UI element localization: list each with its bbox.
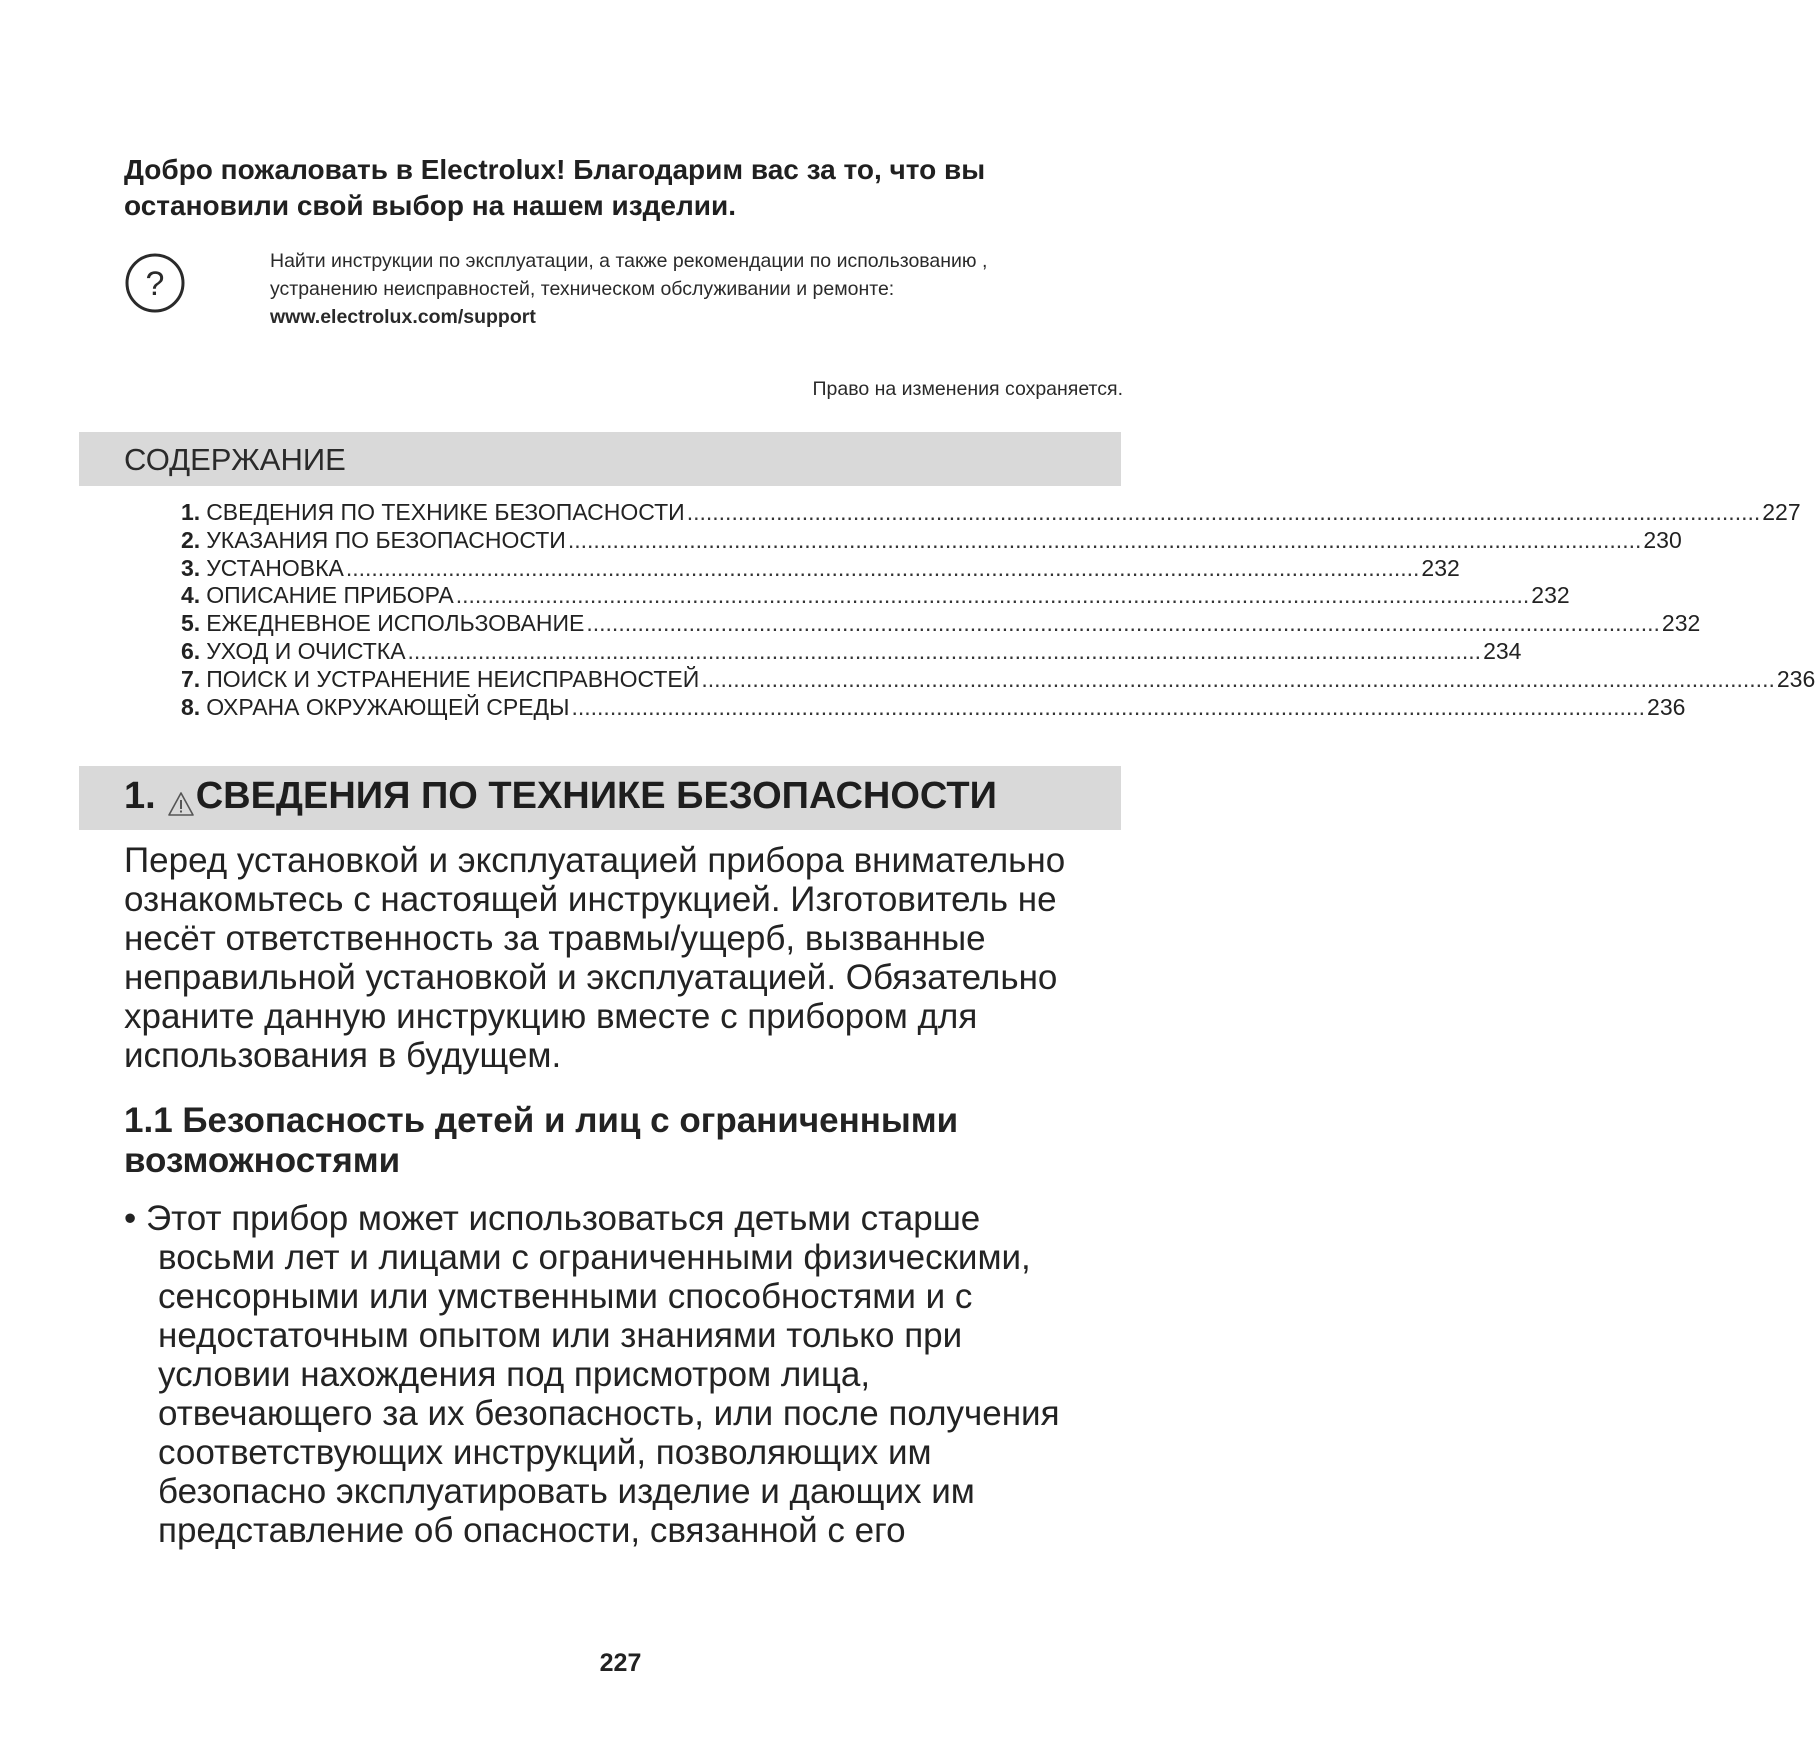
toc-leader-dots: ........................................................................................................................................................................ bbox=[586, 610, 1660, 637]
subsection-heading-line-2: возможностями bbox=[124, 1141, 401, 1180]
toc-leader-dots: ........................................................................................................................................................................ bbox=[455, 582, 1530, 609]
warning-triangle-icon bbox=[168, 784, 194, 810]
toc-item[interactable] bbox=[181, 526, 1682, 555]
bullet-line: представление об опасности, связанной с его bbox=[158, 1511, 906, 1550]
section-title-text: СВЕДЕНИЯ ПО ТЕХНИКЕ БЕЗОПАСНОСТИ bbox=[195, 775, 997, 817]
section-header-band bbox=[79, 766, 1121, 830]
intro-line: неправильной установкой и эксплуатацией. Обязательно bbox=[124, 958, 1058, 997]
toc-leader-dots: ........................................................................................................................................................................ bbox=[686, 499, 1761, 525]
toc-item-number: 1. bbox=[181, 499, 201, 525]
bullet-line: сенсорными или умственными способностями и с bbox=[158, 1277, 973, 1316]
toc-item-title: УСТАНОВКА bbox=[206, 554, 344, 581]
toc-item-page: 230 bbox=[1643, 526, 1682, 553]
toc-item-number: 7. bbox=[181, 665, 201, 692]
intro-line: Перед установкой и эксплуатацией прибора внимательно bbox=[124, 841, 1066, 880]
toc-leader-dots: ........................................................................................................................................................................ bbox=[407, 637, 1482, 664]
support-line-2: устранению неисправностей, техническом обслуживании и ремонте: bbox=[270, 278, 895, 300]
toc-item-title: ПОИСК И УСТРАНЕНИЕ НЕИСПРАВНОСТЕЙ bbox=[206, 665, 700, 692]
toc-item-title: ЕЖЕДНЕВНОЕ ИСПОЛЬЗОВАНИЕ bbox=[206, 610, 585, 637]
toc-item[interactable] bbox=[181, 610, 1701, 638]
toc-item-number: 6. bbox=[181, 637, 201, 664]
svg-text:?: ? bbox=[145, 265, 165, 303]
page-number: 227 bbox=[599, 1649, 642, 1677]
toc-item-number: 4. bbox=[181, 582, 201, 609]
section-number: 1. bbox=[124, 775, 156, 817]
section-title bbox=[124, 775, 997, 818]
bullet-line: восьми лет и лицами с ограниченными физическими, bbox=[158, 1238, 1031, 1277]
toc-leader-dots: ........................................................................................................................................................................ bbox=[345, 554, 1420, 581]
intro-line: несёт ответственность за травмы/ущерб, вызванные bbox=[124, 919, 986, 958]
bullet-line: отвечающего за их безопасность, или после получения bbox=[158, 1394, 1060, 1433]
subsection-heading-line-1: 1.1 Безопасность детей и лиц с ограниченными bbox=[124, 1101, 959, 1140]
bullet-line: • Этот прибор может использоваться детьми старше bbox=[124, 1199, 981, 1238]
toc-item-number: 3. bbox=[181, 554, 201, 581]
question-circle-icon bbox=[124, 252, 186, 314]
bullet-line: безопасно эксплуатировать изделие и дающих им bbox=[158, 1472, 975, 1511]
toc-leader-dots: ........................................................................................................................................................................ bbox=[571, 693, 1646, 720]
subsection-heading bbox=[124, 1101, 1134, 1181]
toc-item[interactable] bbox=[181, 665, 1815, 694]
toc-item-page: 234 bbox=[1483, 637, 1522, 664]
toc-leader-dots: ........................................................................................................................................................................ bbox=[567, 526, 1642, 553]
bullet-line: условии нахождения под присмотром лица, bbox=[158, 1355, 871, 1394]
toc-item[interactable] bbox=[181, 582, 1570, 610]
welcome-line-2: остановили свой выбор на нашем изделии. bbox=[124, 190, 736, 221]
toc-item-title: ОХРАНА ОКРУЖАЮЩЕЙ СРЕДЫ bbox=[206, 693, 570, 720]
toc-item[interactable] bbox=[181, 499, 1801, 527]
toc-item[interactable] bbox=[181, 637, 1522, 666]
support-url-link[interactable]: www.electrolux.com/support bbox=[270, 306, 536, 328]
toc-item-number: 8. bbox=[181, 693, 201, 720]
bullet-line: недостаточным опытом или знаниями только при bbox=[158, 1316, 963, 1355]
toc-item-title: ОПИСАНИЕ ПРИБОРА bbox=[206, 582, 454, 609]
intro-line: храните данную инструкцию вместе с прибором для bbox=[124, 997, 978, 1036]
support-info bbox=[270, 247, 1130, 331]
toc-item-page: 232 bbox=[1421, 554, 1460, 581]
toc-item-page: 236 bbox=[1647, 693, 1686, 720]
bullet-item bbox=[124, 1199, 1134, 1550]
toc-item-title: УХОД И ОЧИСТКА bbox=[206, 637, 406, 664]
intro-line: ознакомьтесь с настоящей инструкцией. Изготовитель не bbox=[124, 880, 1057, 919]
section-intro-paragraph bbox=[124, 841, 1134, 1075]
bullet-line: соответствующих инструкций, позволяющих им bbox=[158, 1433, 932, 1472]
support-line-1: Найти инструкции по эксплуатации, а также рекомендации по использованию , bbox=[270, 250, 988, 272]
table-of-contents bbox=[181, 499, 1815, 721]
toc-item[interactable] bbox=[181, 554, 1460, 583]
toc-item-page: 227 bbox=[1762, 499, 1801, 525]
toc-item-page: 232 bbox=[1661, 610, 1701, 637]
toc-header-band bbox=[79, 432, 1121, 486]
toc-item-title: УКАЗАНИЯ ПО БЕЗОПАСНОСТИ bbox=[206, 526, 566, 553]
toc-item-page: 232 bbox=[1531, 582, 1570, 609]
intro-line: использования в будущем. bbox=[124, 1036, 562, 1075]
toc-item-page: 236 bbox=[1776, 665, 1815, 692]
toc-item-number: 2. bbox=[181, 526, 201, 553]
toc-item-title: СВЕДЕНИЯ ПО ТЕХНИКЕ БЕЗОПАСНОСТИ bbox=[206, 499, 685, 525]
welcome-heading bbox=[124, 152, 1124, 224]
toc-leader-dots: ........................................................................................................................................................................ bbox=[701, 665, 1775, 692]
toc-heading: СОДЕРЖАНИЕ bbox=[124, 442, 346, 477]
toc-item[interactable] bbox=[181, 693, 1686, 722]
toc-item-number: 5. bbox=[181, 610, 201, 637]
rights-notice: Право на изменения сохраняется. bbox=[812, 378, 1123, 400]
welcome-line-1: Добро пожаловать в Electrolux! Благодарим вас за то, что вы bbox=[124, 154, 986, 185]
